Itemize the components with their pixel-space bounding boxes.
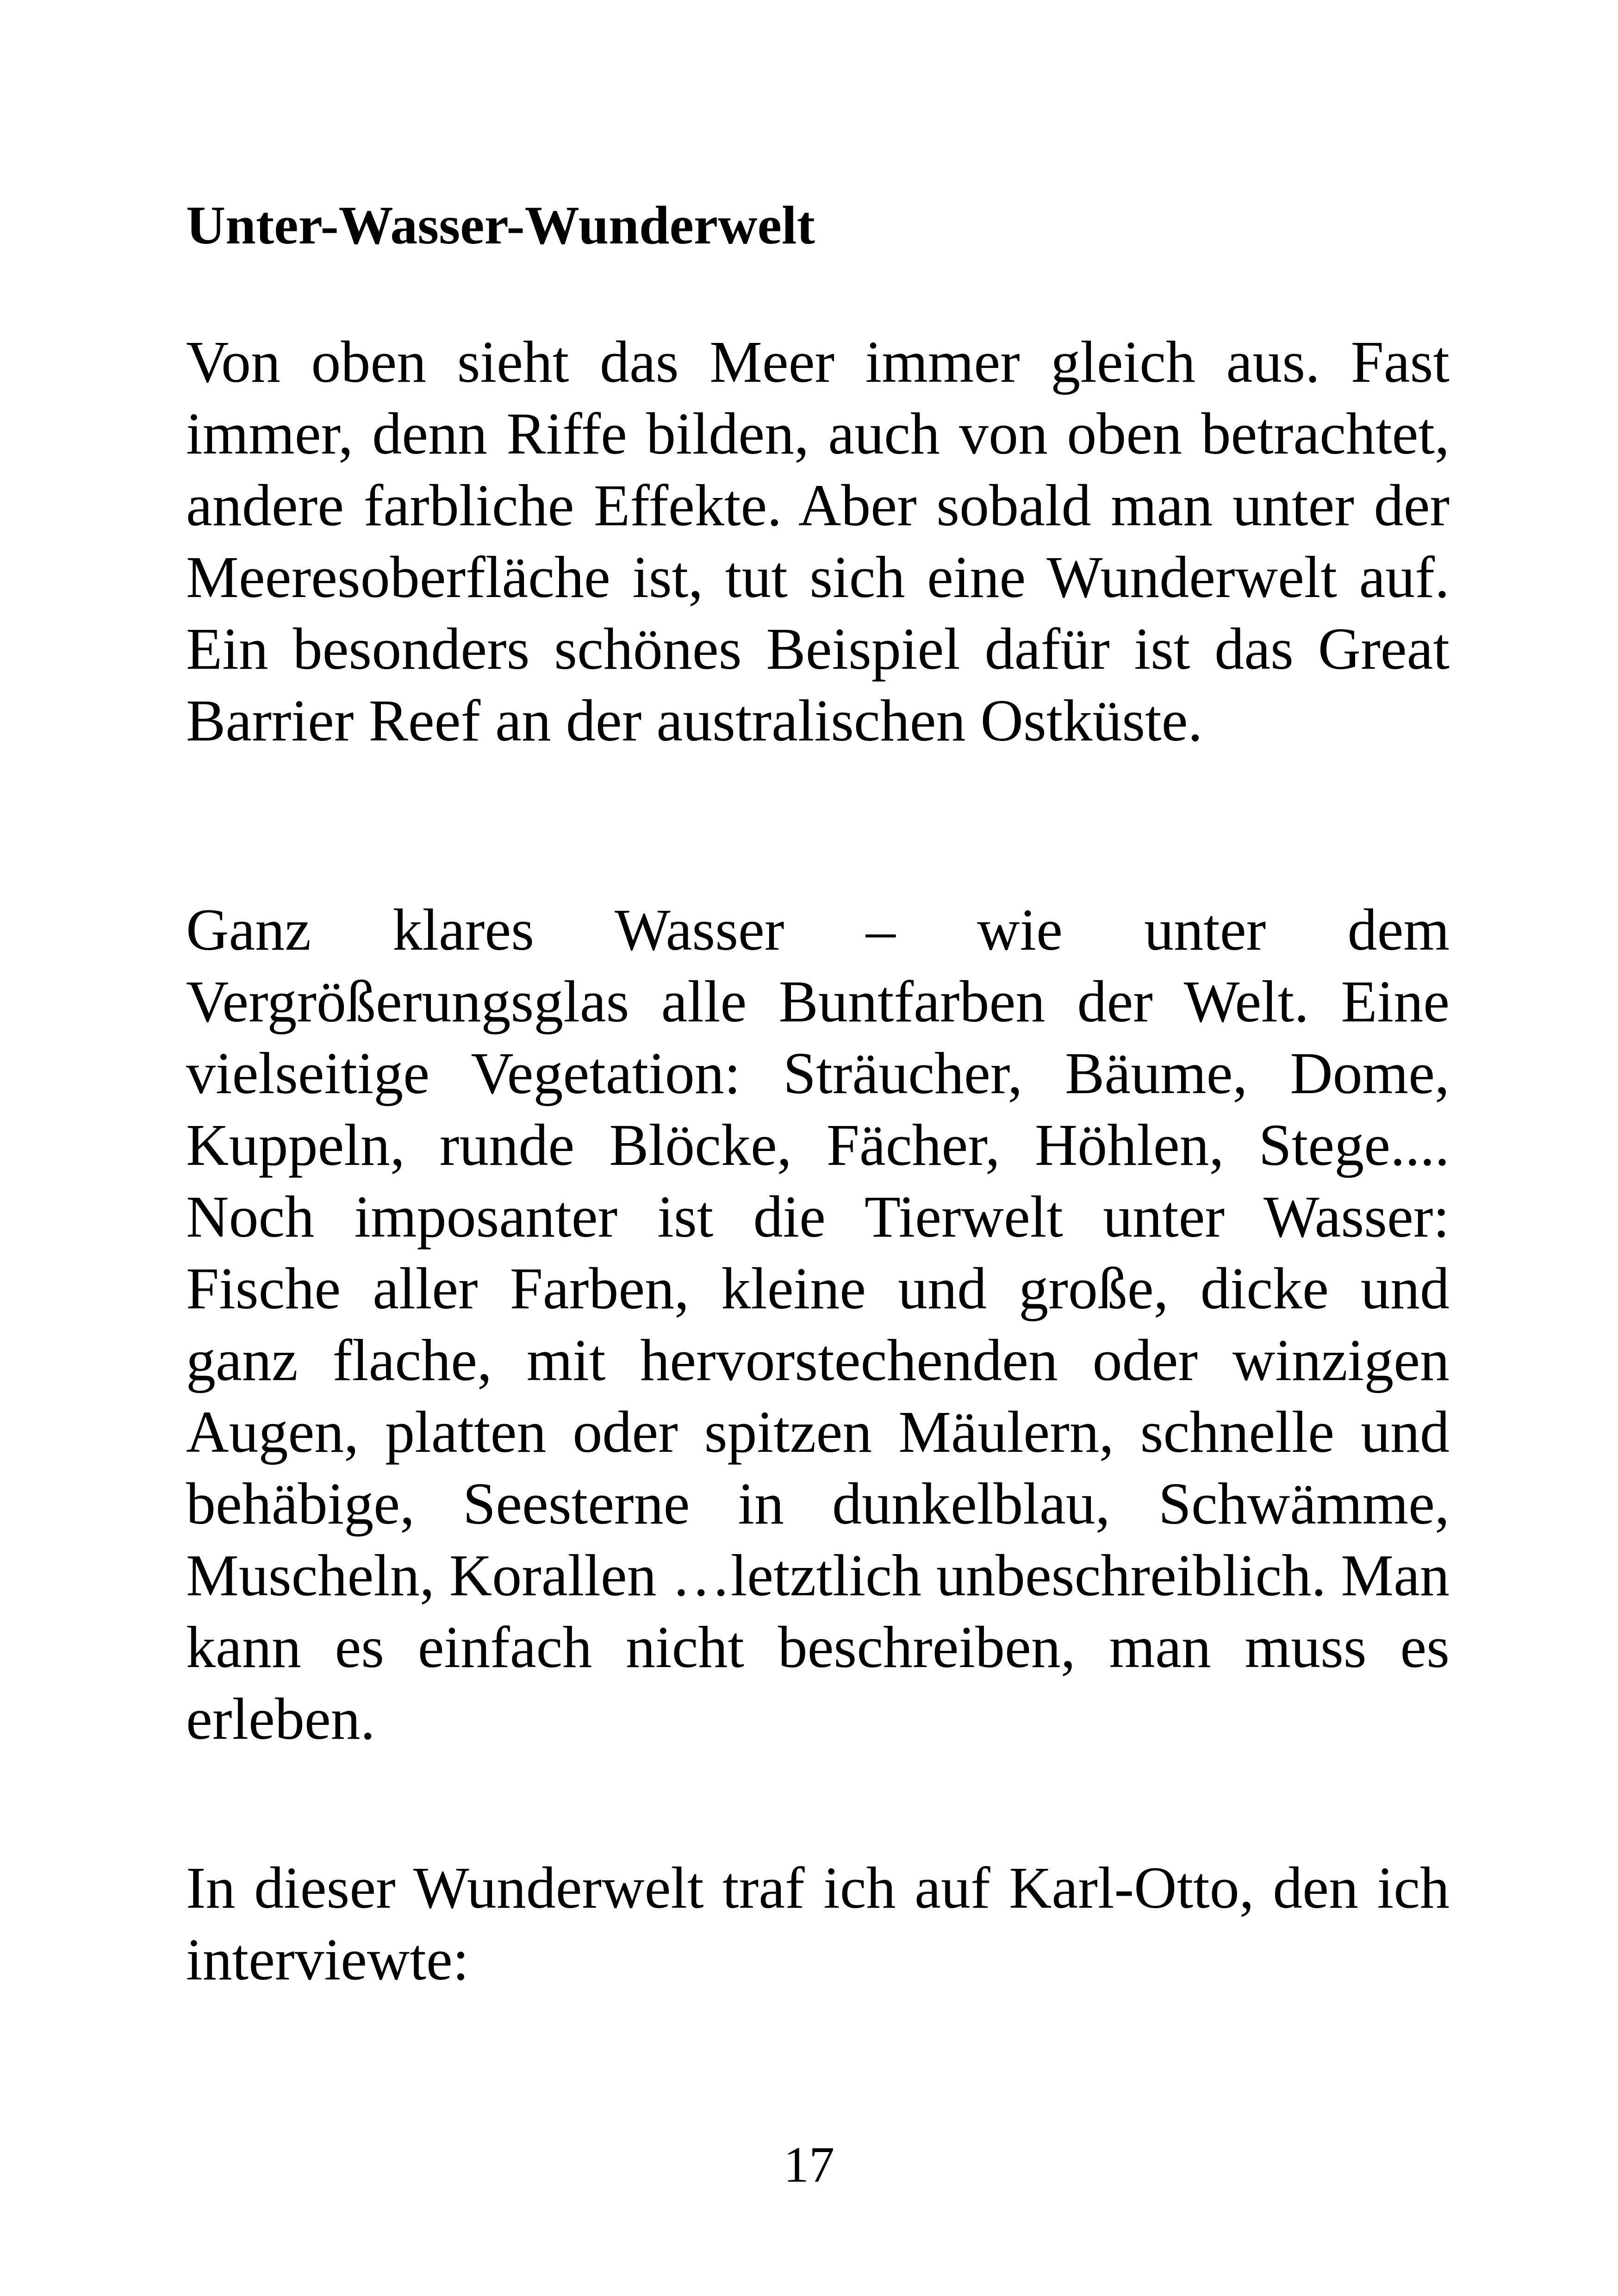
page-number: 17 bbox=[784, 2136, 834, 2193]
paragraph-interview-intro: In dieser Wunderwelt traf ich auf Karl-Otto, den ich interviewte: bbox=[186, 1855, 1450, 1992]
paragraph-intro: Von oben sieht das Meer immer gleich aus. Fast immer, denn Riffe bilden, auch von oben betrachtet, andere farbliche Effekte. Aber sobald man unter der Meeresoberfläche ist, tut sich eine Wunderwelt auf. Ein besonders schönes Beispiel dafür ist das Great Barrier Reef an der australischen Ostküste. bbox=[186, 329, 1450, 753]
chapter-title: Unter-Wasser-Wunderwelt bbox=[186, 195, 815, 255]
paragraph-description: Ganz klares Wasser – wie unter dem Vergrößerungsglas alle Buntfarben der Welt. Eine vielseitige Vegetation: Sträucher, Bäume, Dome, Kuppeln, runde Blöcke, Fächer, Höhlen, Stege.... Noch imposanter ist die Tierwelt unter Wasser: Fische aller Farben, kleine und große, dicke und ganz flache, mit hervorstechenden oder winzigen Augen, platten oder spitzen Mäulern, schnelle und behäbige, Seesterne in dunkelblau, Schwämme, Muscheln, Korallen …letztlich unbeschreiblich. Man kann es einfach nicht beschreiben, man muss es erleben. bbox=[186, 897, 1450, 1752]
